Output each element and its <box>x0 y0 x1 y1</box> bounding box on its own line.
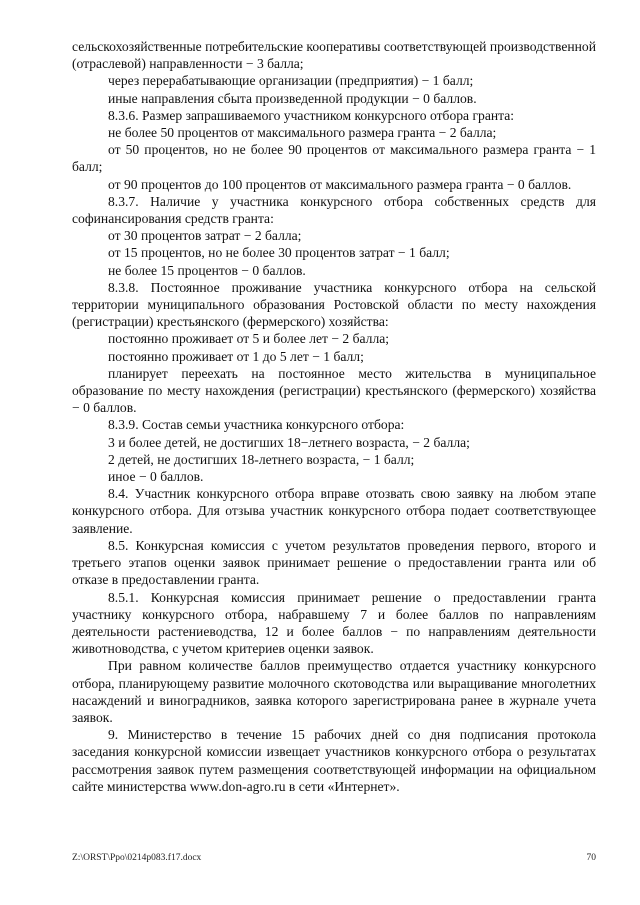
paragraph: от 15 процентов, но не более 30 процентов затрат − 1 балл; <box>108 245 450 261</box>
paragraph: иное − 0 баллов. <box>108 469 204 485</box>
paragraph: 8.3.8. Постоянное проживание участника конкурсного отбора на сельской территории муниципального образования Ростовской области по месту нахождения (регистрации) крестьянского (фермерского) хозяйства: <box>72 279 596 330</box>
paragraph: 8.3.9. Состав семьи участника конкурсного отбора: <box>108 417 405 433</box>
paragraph: через перерабатывающие организации (предприятия) − 1 балл; <box>108 73 474 89</box>
paragraph: 8.3.6. Размер запрашиваемого участником конкурсного отбора гранта: <box>108 107 515 123</box>
paragraph: сельскохозяйственные потребительские кооперативы соответствующей производственной (отраслевой) направленности − 3 балла; <box>72 39 596 72</box>
paragraph: 8.3.7. Наличие у участника конкурсного отбора собственных средств для софинансирования средств гранта: <box>72 193 596 227</box>
paragraph: 8.4. Участник конкурсного отбора вправе отозвать свою заявку на любом этапе конкурсного отбора. Для отзыва участник конкурсного отбора подает соответствующее заявление. <box>72 486 596 536</box>
paragraph: постоянно проживает от 1 до 5 лет − 1 балл; <box>108 348 364 364</box>
paragraph: от 90 процентов до 100 процентов от максимального размера гранта − 0 баллов. <box>108 176 572 192</box>
paragraph: 3 и более детей, не достигших 18−летнего возраста, − 2 балла; <box>108 434 470 450</box>
paragraph: 9. Министерство в течение 15 рабочих дней со дня подписания протокола заседания конкурсной комиссии извещает участников конкурсного отбора о результатах рассмотрения заявок путем размещения соответствующей информации на официальном сайте министерства www.don-agro.ru в сети «Интернет». <box>72 727 596 794</box>
paragraph: не более 15 процентов − 0 баллов. <box>108 262 306 278</box>
page-number: 70 <box>586 853 596 863</box>
paragraph: иные направления сбыта произведенной продукции − 0 баллов. <box>108 90 477 106</box>
paragraph: 8.5. Конкурсная комиссия с учетом результатов проведения первого, второго и третьего этапов оценки заявок принимает решение о предоставлении гранта или об отказе в предоставлении гранта. <box>72 537 596 588</box>
paragraph: не более 50 процентов от максимального размера гранта − 2 балла; <box>108 125 497 141</box>
document-body <box>72 38 596 795</box>
footer-file-path: Z:\ORST\Ppo\0214p083.f17.docx <box>72 853 202 863</box>
paragraph: от 30 процентов затрат − 2 балла; <box>108 228 302 244</box>
paragraph: 2 детей, не достигших 18-летнего возраста, − 1 балл; <box>108 451 415 467</box>
paragraph: от 50 процентов, но не более 90 процентов от максимального размера гранта − 1 балл; <box>72 142 596 175</box>
paragraph: планирует переехать на постоянное место жительства в муниципальное образование по месту нахождения (регистрации) крестьянского (фермерского) хозяйства − 0 баллов. <box>72 365 596 416</box>
paragraph: постоянно проживает от 5 и более лет − 2 балла; <box>108 331 390 347</box>
paragraph: 8.5.1. Конкурсная комиссия принимает решение о предоставлении гранта участнику конкурсного отбора, набравшему 7 и более баллов по направлениям деятельности растениеводства, 12 и более баллов − по направлениям деятельности животноводства, с учетом критериев оценки заявок. <box>72 589 596 657</box>
paragraph: При равном количестве баллов преимущество отдается участнику конкурсного отбора, планирующему развитие молочного скотоводства или выращивание многолетних насаждений и виноградников, заявка которого зарегистрирована ранее в журнале учета заявок. <box>72 658 596 725</box>
